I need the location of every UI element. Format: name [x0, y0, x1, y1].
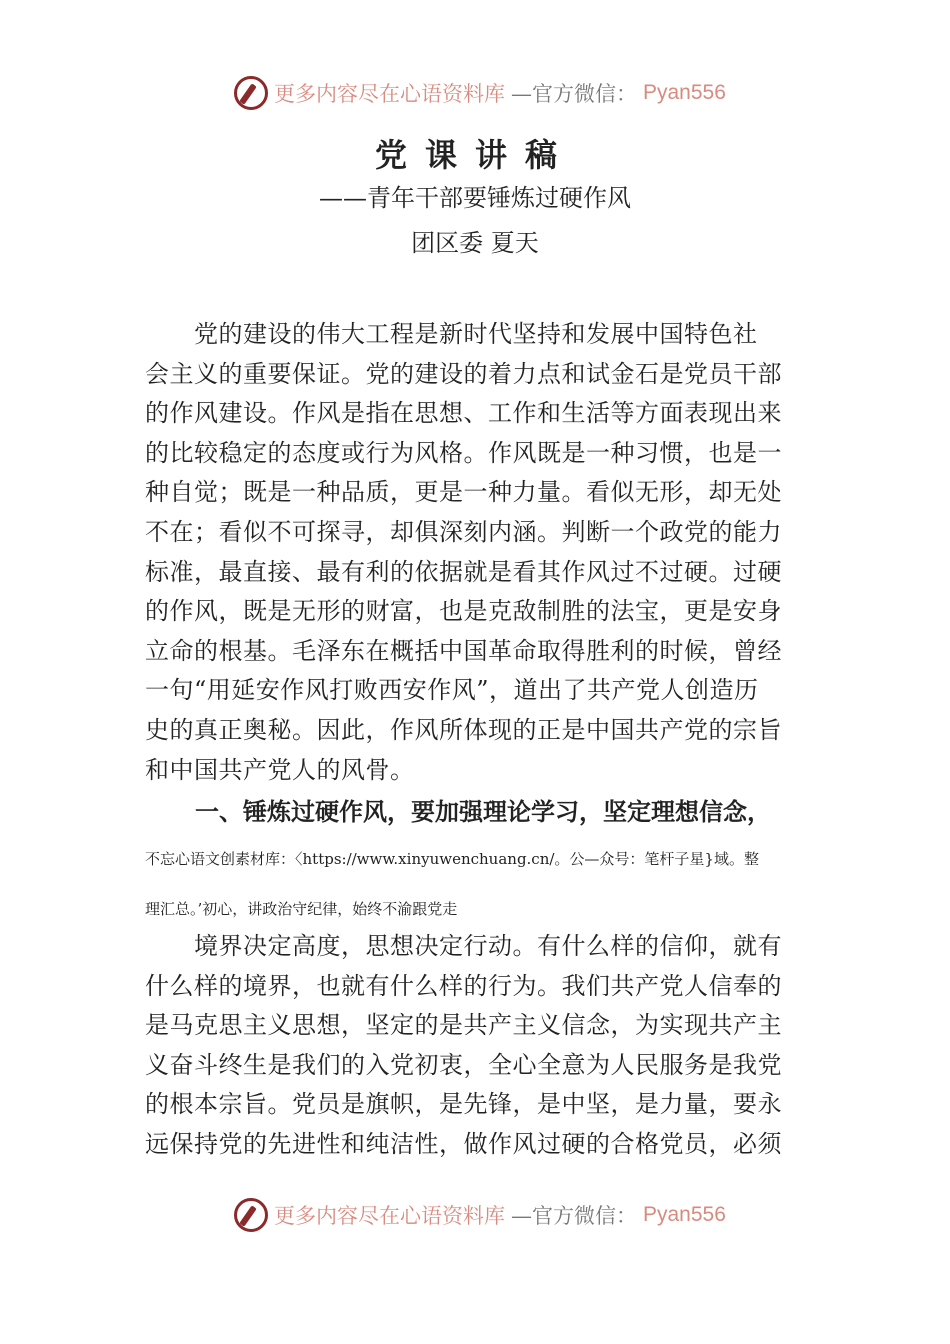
watermark-text: 更多内容尽在心语资料库	[274, 82, 505, 106]
text-line: 的作风建设。作风是指在思想、工作和生活等方面表现出来	[145, 399, 782, 428]
header-watermark	[234, 73, 726, 113]
text-line: 标准，最直接、最有利的依据就是看其作风过不过硬。过硬	[145, 557, 782, 586]
subtitle: ——青年干部要锤炼过硬作风	[319, 184, 631, 212]
footer-watermark	[234, 1195, 726, 1235]
text-line: 党的建设的伟大工程是新时代坚持和发展中国特色社	[145, 320, 758, 348]
watermark-text: 更多内容尽在心语资料库	[274, 1204, 505, 1228]
text-line: 是马克思主义思想，坚定的是共产主义信念，为实现共产主	[145, 1011, 782, 1040]
text-line: 的根本宗旨。党员是旗帜，是先锋，是中坚，是力量，要永	[145, 1090, 782, 1119]
page-title: 党课讲稿	[374, 136, 575, 174]
text-line: 一句“用延安作风打败西安作风”，道出了共产党人创造历	[145, 676, 759, 705]
section-heading-1: 一、锤炼过硬作风，要加强理论学习，坚定理想信念，	[195, 798, 771, 826]
text-line: 的比较稳定的态度或行为风格。作风既是一种习惯，也是一	[145, 438, 782, 467]
pen-logo-icon	[234, 76, 268, 110]
watermark-wechat-label: —官方微信：	[511, 1204, 637, 1228]
text-line: 不在；看似不可探寻，却俱深刻内涵。判断一个政党的能力	[145, 518, 782, 546]
watermark-wechat-label: —官方微信：	[511, 82, 637, 106]
author: 团区委 夏天	[411, 229, 539, 257]
small-text-line: 不忘心语文创素材库：〈https://www.xinyuwenchuang.cn/。公—众号：笔杆子星}域。整	[145, 850, 759, 868]
watermark-wechat-id: Pyan556	[643, 1203, 726, 1226]
text-line: 境界决定高度，思想决定行动。有什么样的信仰，就有	[145, 932, 782, 960]
text-line: 会主义的重要保证。党的建设的着力点和试金石是党员干部	[145, 359, 782, 388]
text-line: 义奋斗终生是我们的入党初衷，全心全意为人民服务是我党	[145, 1050, 782, 1079]
small-text-line: 理汇总。’初心，讲政治守纪律，始终不渝跟党走	[145, 900, 458, 918]
text-line: 和中国共产党人的风骨。	[145, 755, 415, 784]
text-line: 立命的根基。毛泽东在概括中国革命取得胜利的时候，曾经	[145, 636, 782, 665]
pen-logo-icon	[234, 1198, 268, 1232]
text-line: 的作风，既是无形的财富，也是克敌制胜的法宝，更是安身	[145, 597, 782, 626]
watermark-wechat-id: Pyan556	[643, 81, 726, 104]
text-line: 史的真正奥秘。因此，作风所体现的正是中国共产党的宗旨	[145, 716, 782, 744]
text-line: 远保持党的先进性和纯洁性，做作风过硬的合格党员，必须	[145, 1130, 782, 1158]
text-line: 什么样的境界，也就有什么样的行为。我们共产党人信奉的	[145, 971, 782, 1000]
text-line: 种自觉；既是一种品质，更是一种力量。看似无形，却无处	[145, 478, 782, 507]
